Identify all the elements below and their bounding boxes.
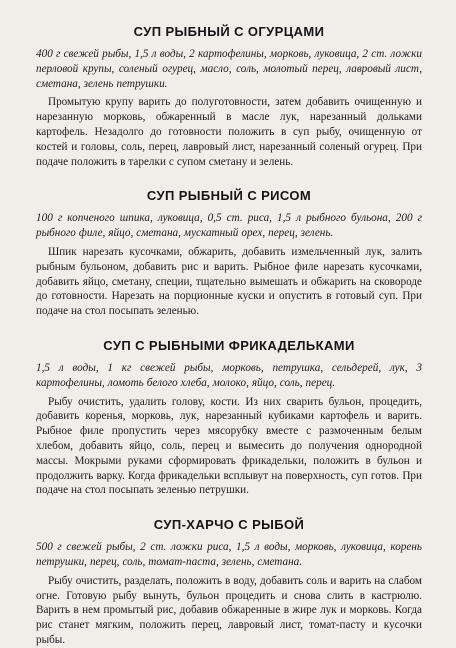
recipe-kharcho-fish-soup — [36, 517, 422, 648]
recipe-ingredients: 400 г свежей рыбы, 1,5 л воды, 2 картофелины, морковь, луковица, 2 ст. ложки перловой крупы, соленый огурец, масло, соль, молотый перец, лавровый лист, сметана, зелень петрушки. — [36, 48, 422, 90]
recipe-method: Шпик нарезать кусочками, обжарить, добавить измельченный лук, залить рыбным бульоном, добавить рис и варить. Рыбное филе нарезать кусочками, добавить яйцо, сметану, специи, тщательно вымешать и обжарить на сковороде до готовности. Нарезать на порционные куски и опустить в готовый суп. При подаче на стол посыпать зеленью. — [36, 245, 422, 318]
recipe-title: СУП С РЫБНЫМИ ФРИКАДЕЛЬКАМИ — [103, 337, 355, 353]
recipe-fish-soup-cucumbers — [36, 24, 422, 169]
recipe-title: СУП-ХАРЧО С РЫБОЙ — [153, 517, 305, 533]
recipe-ingredients: 1,5 л воды, 1 кг свежей рыбы, морковь, петрушка, сельдерей, лук, 3 картофелины, ломоть белого хлеба, молоко, яйцо, соль, перец. — [36, 361, 422, 389]
recipe-ingredients: 100 г копченого шпика, луковица, 0,5 ст. риса, 1,5 л рыбного бульона, 200 г рыбного филе, яйцо, сметана, мускатный орех, перец, зелень. — [36, 212, 422, 240]
recipe-title: СУП РЫБНЫЙ С ОГУРЦАМИ — [133, 24, 325, 39]
section-spacer — [36, 319, 422, 338]
recipe-method: Рыбу очистить, удалить голову, кости. Из них сварить бульон, процедить, добавить коренья, морковь, лук, нарезанный кубиками картофель и варить. Рыбное филе пропустить через мясорубку вместе с размоченным белым хлебом, добавить яйцо, соль, перец и вымесить до получения однородной массы. Мокрыми руками сформировать фрикадельки, положить в бульон и продолжить варку. Когда фрикадельки всплывут на поверхность, суп готов. При подаче на стол посыпать зеленью петрушки. — [36, 395, 422, 497]
section-spacer — [36, 169, 422, 188]
recipe-method: Рыбу очистить, разделать, положить в воду, добавить соль и варить на слабом огне. Готовую рыбу вынуть, бульон процедить и снова слить в кастрюлю. Варить в нем промытый рис, добавив обжаренные в жире лук и морковь. Когда рис станет мягким, положить перец, лавровый лист, томат-пасту и кусочки рыбы. — [36, 574, 422, 646]
recipe-method: Промытую крупу варить до полуготовности, затем добавить очищенную и нарезанную морковь, обжаренный в масле лук, нарезанный дольками картофель. Незадолго до готовности положить в суп рыбу, очищенную от костей и головы, соль, перец, лавровый лист, нарезанный соленый огурец. При подаче положить в тарелки с супом сметану и зелень. — [36, 96, 422, 168]
recipe-fish-meatball-soup — [36, 338, 422, 498]
recipe-ingredients: 500 г свежей рыбы, 2 ст. ложки риса, 1,5 л воды, морковь, луковица, корень петрушки, перец, соль, томат-паста, зелень, сметана. — [36, 541, 422, 568]
section-spacer — [36, 498, 422, 517]
recipe-fish-soup-rice — [36, 188, 422, 319]
recipe-title: СУП РЫБНЫЙ С РИСОМ — [146, 188, 312, 204]
